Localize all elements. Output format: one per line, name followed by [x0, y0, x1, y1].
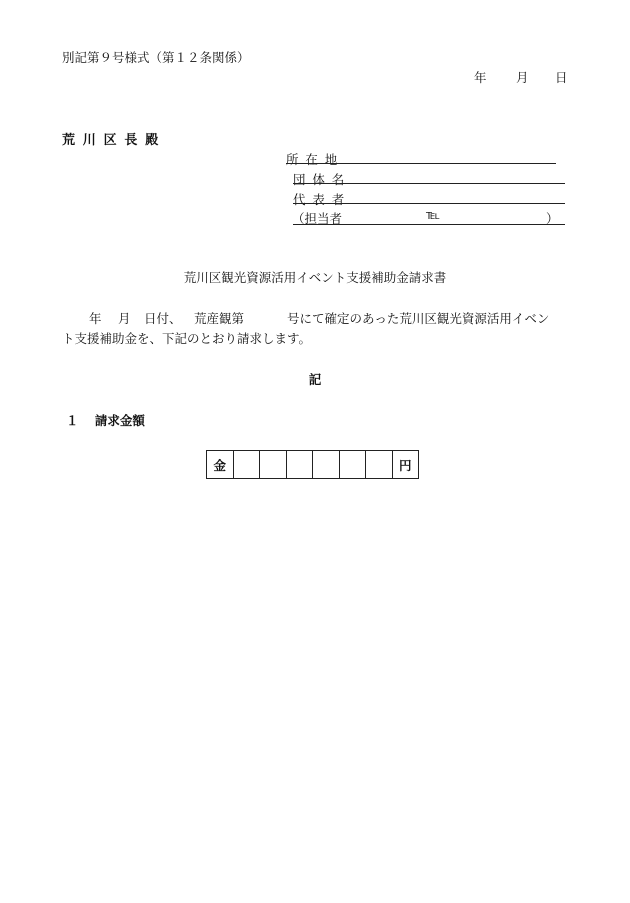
form-number: 別記第９号様式（第１２条関係）: [62, 50, 250, 65]
contact-person-label: （担当者: [292, 211, 343, 226]
body-day: 日付、: [144, 311, 182, 326]
ki-heading: 記: [308, 372, 322, 387]
body-year: 年: [89, 311, 102, 326]
address-underline: [286, 163, 556, 164]
amount-digit-cell[interactable]: [366, 451, 393, 479]
body-line2: ト支援補助金を、下記のとおり請求します。: [62, 331, 312, 346]
tel-label: ℡: [426, 208, 440, 223]
amount-prefix-cell: 金: [207, 451, 234, 479]
document-title: 荒川区観光資源活用イベント支援補助金請求書: [183, 270, 447, 285]
date-day-label: 日: [555, 70, 568, 85]
date-year-label: 年: [474, 70, 487, 85]
amount-digit-cell[interactable]: [260, 451, 287, 479]
body-line1-rest: 号にて確定のあった荒川区観光資源活用イベン: [287, 311, 550, 326]
addressee: 荒川区長殿: [62, 133, 167, 148]
representative-underline: [293, 203, 565, 204]
amount-digit-cell[interactable]: [339, 451, 366, 479]
section-label: 請求金額: [94, 413, 145, 428]
org-name-underline: [293, 183, 565, 184]
representative-label: 代表者: [293, 192, 352, 207]
body-notice-number: 荒産観第: [194, 311, 245, 326]
amount-digit-cell[interactable]: [233, 451, 260, 479]
amount-box: [206, 450, 419, 479]
contact-underline: [293, 224, 565, 225]
org-name-label: 団体名: [293, 172, 352, 187]
body-month: 月: [118, 311, 131, 326]
section-claim-amount: [66, 411, 145, 429]
section-number: １: [66, 413, 79, 428]
contact-close-paren: ）: [546, 211, 559, 226]
amount-suffix-cell: 円: [392, 451, 419, 479]
amount-digit-cell[interactable]: [286, 451, 313, 479]
address-label: 所在地: [286, 152, 345, 167]
amount-digit-cell[interactable]: [313, 451, 340, 479]
date-month-label: 月: [516, 70, 529, 85]
